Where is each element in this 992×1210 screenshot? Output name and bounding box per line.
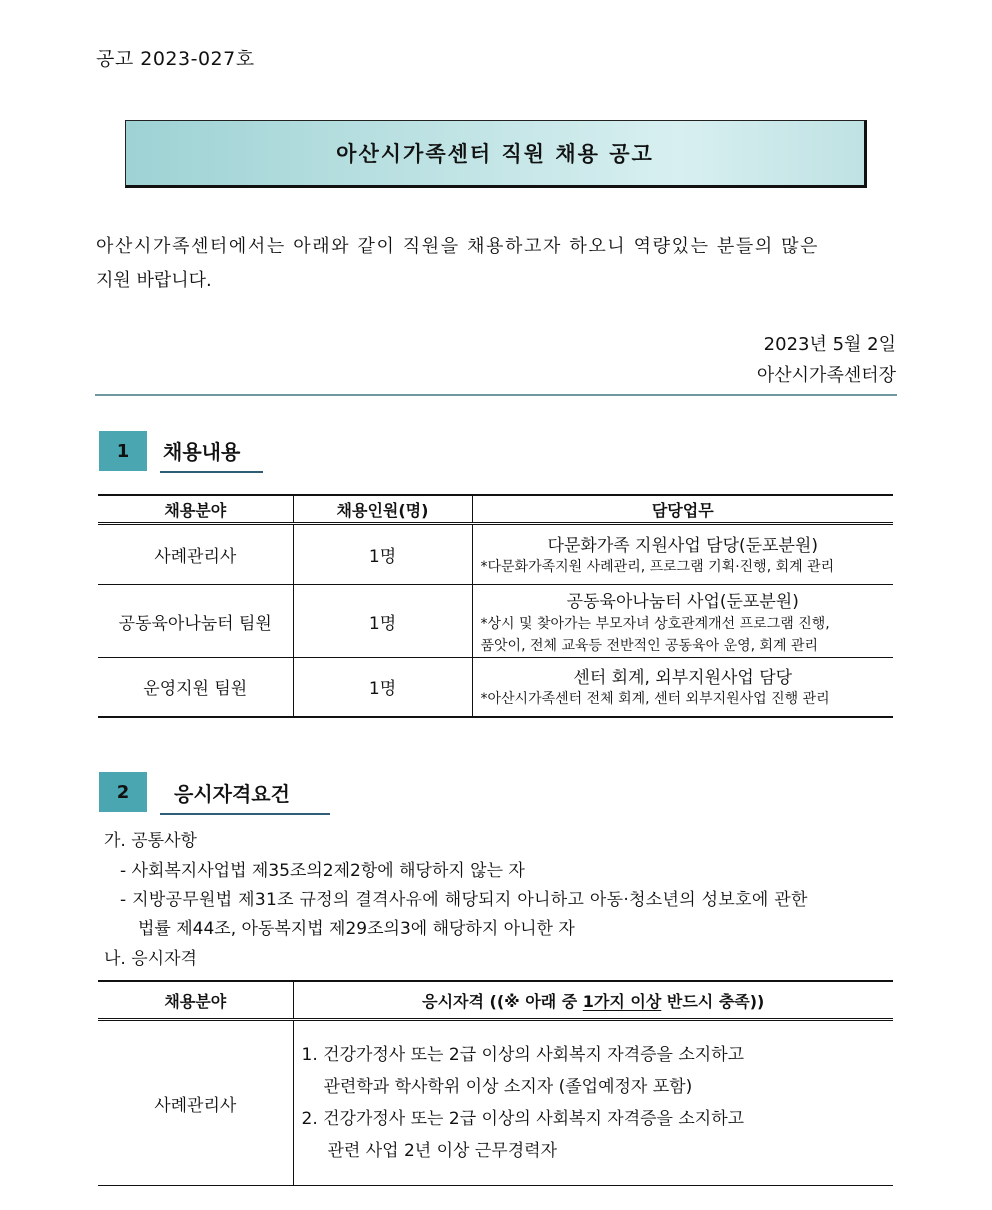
header-field: 채용분야 bbox=[98, 495, 293, 524]
duty-note: *아산시가족센터 전체 회계, 센터 외부지원사업 진행 관리 bbox=[480, 691, 830, 708]
notice-date: 2023년 5월 2일 bbox=[763, 334, 896, 355]
table-header-row bbox=[98, 981, 893, 1020]
row-duty bbox=[472, 524, 893, 585]
duty-main: 센터 회계, 외부지원사업 담당 bbox=[573, 668, 793, 689]
common-item-2-line-2: 법률 제44조, 아동복지법 제29조의3에 해당하지 아니한 자 bbox=[138, 919, 575, 939]
row-field: 공동육아나눔터 팀원 bbox=[98, 585, 293, 658]
header-qualification bbox=[293, 981, 893, 1020]
header-field: 채용분야 bbox=[98, 981, 293, 1020]
row-field: 사례관리사 bbox=[98, 524, 293, 585]
table-header-row bbox=[98, 495, 893, 524]
table-row bbox=[98, 1020, 893, 1186]
section-1-title: 채용내용 bbox=[160, 436, 263, 473]
duty-note: *다문화가족지원 사례관리, 프로그램 기획·진행, 회계 관리 bbox=[480, 559, 835, 575]
row-count: 1명 bbox=[293, 658, 472, 717]
row-count: 1명 bbox=[293, 585, 472, 658]
row-duty bbox=[472, 585, 893, 658]
notice-number: 공고 2023-027호 bbox=[96, 48, 255, 70]
divider bbox=[95, 394, 897, 396]
qualification-table bbox=[98, 980, 893, 1186]
intro-text-1: 아산시가족센터에서는 아래와 같이 직원을 채용하고자 하오니 역량있는 분들의 많은 bbox=[96, 236, 820, 257]
common-item-2-line-1: - 지방공무원법 제31조 규정의 결격사유에 해당되지 아니하고 아동·청소년의 성보호에 관한 bbox=[120, 890, 808, 910]
duty-note: *상시 및 찾아가는 부모자녀 상호관계개선 프로그램 진행, bbox=[480, 615, 830, 632]
qual-1-line-2: 관련학과 학사학위 이상 소지자 (졸업예정자 포함) bbox=[323, 1077, 693, 1097]
signer: 아산시가족센터장 bbox=[756, 365, 896, 386]
duty-note-2: 품앗이, 전체 교육등 전반적인 공동육아 운영, 회계 관리 bbox=[480, 637, 819, 654]
table-row bbox=[98, 585, 893, 658]
header-qual-prefix: 응시자격 ((※ 아래 중 bbox=[422, 991, 583, 1011]
table-row bbox=[98, 658, 893, 717]
qual-2-line-2: 관련 사업 2년 이상 근무경력자 bbox=[327, 1141, 557, 1161]
header-qual-underline: 1가지 이상 bbox=[582, 991, 662, 1011]
duty-main: 다문화가족 지원사업 담당(둔포분원) bbox=[547, 536, 818, 556]
row-field: 운영지원 팀원 bbox=[98, 658, 293, 717]
recruitment-table bbox=[98, 494, 893, 718]
title-banner bbox=[125, 120, 867, 188]
subheading-qualification: 나. 응시자격 bbox=[104, 949, 197, 969]
duty-main: 공동육아나눔터 사업(둔포분원) bbox=[566, 591, 799, 612]
common-item-1: - 사회복지사업법 제35조의2제2항에 해당하지 않는 자 bbox=[120, 861, 525, 881]
section-1-number: 1 bbox=[99, 431, 147, 471]
qual-2-line-1: 2. 건강가정사 또는 2급 이상의 사회복지 자격증을 소지하고 bbox=[301, 1109, 745, 1129]
subheading-common: 가. 공통사항 bbox=[104, 831, 197, 851]
header-count: 채용인원(명) bbox=[293, 495, 472, 524]
section-2-number: 2 bbox=[99, 772, 147, 812]
row-duty bbox=[472, 658, 893, 717]
section-2-title: 응시자격요건 bbox=[160, 778, 330, 815]
row-count: 1명 bbox=[293, 524, 472, 585]
row-qualification bbox=[293, 1020, 893, 1186]
qual-1-line-1: 1. 건강가정사 또는 2급 이상의 사회복지 자격증을 소지하고 bbox=[301, 1045, 745, 1065]
row-field: 사례관리사 bbox=[98, 1020, 293, 1186]
header-qual-suffix: 반드시 충족)) bbox=[661, 991, 765, 1011]
intro-line-2: 지원 바랍니다. bbox=[96, 270, 212, 291]
table-row bbox=[98, 524, 893, 585]
header-duty: 담당업무 bbox=[472, 495, 893, 524]
page-title: 아산시가족센터 직원 채용 공고 bbox=[336, 142, 654, 166]
intro-line-1 bbox=[96, 232, 896, 258]
